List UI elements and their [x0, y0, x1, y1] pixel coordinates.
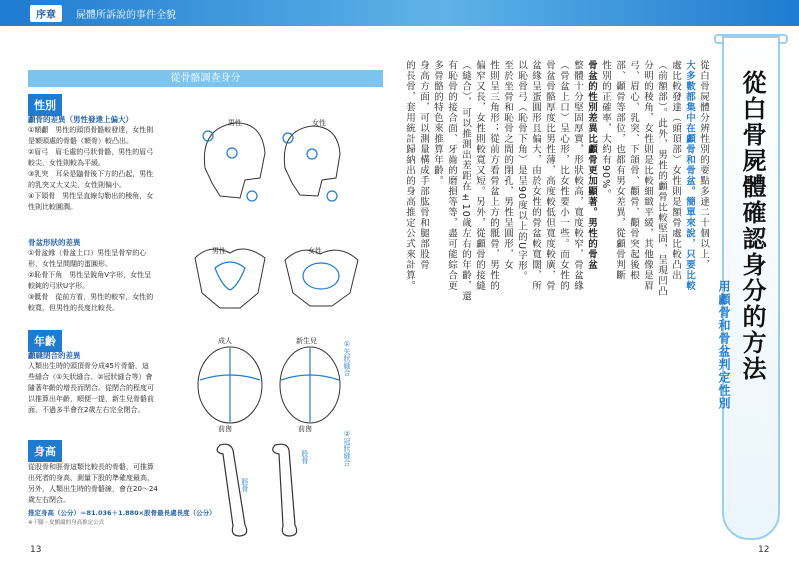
- label-sagittal: ①矢狀縫合: [343, 340, 351, 376]
- page-number-left: 13: [30, 545, 42, 555]
- para-line: 骨盆骨骼厚度比男性薄，高度較低但寬度較廣，骨: [544, 60, 555, 291]
- label-fontanelle-newborn: 前囪: [298, 425, 312, 433]
- pelvis-heading: 骨盆形狀的差異: [28, 238, 81, 247]
- skull-line: 是額頭處的骨骼（額骨）較凸出。: [28, 137, 133, 145]
- label-tibia: 股骨: [301, 450, 309, 464]
- section-age: 年齡: [28, 330, 62, 352]
- age-line: 人類出生時的頭頂骨分成45片骨骼，這: [28, 362, 149, 370]
- section-banner: 從骨骼調查身分: [28, 70, 383, 87]
- pelvis-line: ①骨盆緣（骨盆上口）男性呈骨窄的心: [28, 249, 147, 257]
- para-line: 性別的正確率，大約有90%。: [600, 60, 611, 200]
- para-line: 以恥骨弓（恥骨下角）是呈90度以上的U字形。: [516, 60, 527, 282]
- para-line: 分明的稜角，女性則是比較細緻平緩，其他像是眉: [642, 60, 653, 291]
- para-line: 偏窄又長，女性則較寬又短。另外，從顱骨的接縫: [474, 60, 485, 291]
- age-line: 隨著年齡的增長而閉合。從閉合的程度可: [28, 384, 154, 392]
- pelvis-line: 形，女性呈間闊的蛋圓形。: [28, 260, 112, 268]
- skull-line: 較尖，女性則較為平緩。: [28, 159, 105, 167]
- chapter-tag: 序章: [30, 5, 62, 22]
- body-text: [404, 60, 710, 500]
- para-line: 多骨骼的特色來推算年齡。: [432, 60, 443, 186]
- label-male-pelvis: 男性: [212, 247, 226, 255]
- para-line: 至於坐骨和恥骨之間的閉孔，男性呈圓形，女: [502, 60, 513, 270]
- skull-line: ③乳突 耳朵是鼬骨後下方的凸起，男性: [28, 170, 154, 178]
- age-line: 面，不過多半會在2歲左右完全閉合。: [28, 406, 145, 414]
- para-line: （前額部）。此外，男性的顱骨比較堅固，呈現凹凸: [656, 60, 667, 297]
- height-line: 從股骨和脛骨這類比較長的骨骼，可推算: [28, 463, 154, 471]
- para-line: 盆緣呈蛋圓形且偏大，由於女性的骨盆較寬闊，所: [530, 60, 541, 291]
- formula-note: ※干腳・皮顫腐的身高推定公式: [28, 520, 105, 526]
- skull-illustration: [190, 108, 350, 218]
- pelvis-line: 較寬，但男性的長度比較長。: [28, 304, 119, 312]
- age-line: 以推算出年齡，順便一提，新生兒骨骼前: [28, 395, 154, 403]
- label-coronal: ②冠狀縫合: [343, 430, 351, 466]
- para-line: 處比較發達（頭頂部）女性則是額骨處比較凸出: [670, 60, 681, 281]
- label-newborn: 新生兒: [296, 337, 317, 345]
- height-formula: 推定身高（公分）＝81.036＋1.880×股骨最長處長度（公分）: [28, 509, 216, 517]
- page-number-right: 12: [758, 545, 770, 555]
- suture-illustration: [195, 340, 350, 430]
- para-line: 大多數都集中在顱骨和骨盆。簡單來說，只要比較: [684, 60, 695, 291]
- para-line: 整體十分堅固厚實，形狀較高，寬度較窄，骨盆緣: [572, 60, 583, 291]
- para-line: 弓、眉心、乳突、下頜骨、顴骨、顴骨突起後根: [628, 60, 639, 281]
- para-line: 骨盆的性別差異比顱骨更加顯著。男性的骨盆: [586, 60, 597, 270]
- height-line: 歲左右閉合。: [28, 496, 70, 504]
- section-height: 身高: [28, 440, 62, 462]
- height-line: 另外，人類出生時的骨骼線，會在20～24: [28, 485, 158, 493]
- label-femur: 脛骨: [241, 478, 249, 492]
- para-line: （骨盆上口）呈心形，比女性要小一些。而女性的: [558, 60, 569, 291]
- label-adult: 成人: [218, 337, 232, 345]
- page-subtitle: 用顱骨和骨盆判定性別: [717, 280, 731, 410]
- pelvis-line: ③骶骨 從前方看，男性的較窄，女性的: [28, 293, 154, 301]
- skull-line: 的乳突又大又尖，女性則偏小。: [28, 181, 126, 189]
- height-text: [28, 462, 178, 506]
- para-line: 部、顳骨等部位，也都有男女差異，從顱骨判斷: [614, 60, 625, 281]
- chapter-title: 屍體所訴說的事件全貌: [76, 10, 176, 21]
- para-line: 從白骨屍體分辨性別的要點多達二十個以上，: [698, 60, 709, 270]
- height-line: 出死者的身高，測量下股的準確度最高，: [28, 474, 154, 482]
- skull-line: 性則比較圓潤。: [28, 203, 77, 211]
- long-bones-illustration: [205, 440, 315, 540]
- label-fontanelle-adult: 前囪: [218, 425, 232, 433]
- para-line: 性則呈三角形；從前方看骨盆上方的骶骨，男性的: [488, 60, 499, 291]
- label-male-skull: 男性: [228, 119, 242, 127]
- skull-text: [28, 114, 178, 213]
- pelvis-text: [28, 237, 178, 314]
- pelvis-line: ②恥骨下角 男性呈銳角V字形，女性呈: [28, 271, 152, 279]
- age-heading: 顱縫閉合的差異: [28, 351, 81, 360]
- para-line: 身高方面，可以測量構成手部肱骨和腿部股骨: [418, 60, 429, 270]
- skull-line: ④下頜骨 男性呈直線勾勒出的稜角，女: [28, 192, 154, 200]
- para-line: 有恥骨的接合面、牙齒的磨損等等，盡可能綜合更: [446, 60, 457, 291]
- section-sex: 性別: [28, 94, 62, 116]
- skull-line: ①額顱 男性的頭頂骨骼較發達，女性則: [28, 126, 154, 134]
- page-header: [0, 0, 799, 26]
- skull-line: ②眉弓 眉毛處的弓狀骨骼，男性的眉弓: [28, 148, 154, 156]
- skull-heading: 顱骨的差異（男性發達上偏大）: [28, 115, 133, 124]
- age-text: [28, 350, 178, 416]
- para-line: 的長骨，套用統計歸納出的身高推定公式來計算。: [404, 60, 415, 291]
- label-female-pelvis: 女性: [308, 247, 322, 255]
- para-line: （縫合），可以推測出差距在±10歲左右的年齡，還: [460, 60, 471, 302]
- page-title: 從白骨屍體確認身分的方法: [738, 70, 766, 382]
- label-female-skull: 女性: [312, 119, 326, 127]
- age-line: 些縫合（①矢狀縫合、②冠狀縫合等）會: [28, 373, 153, 381]
- pelvis-line: 較鈍的弓狀U字形。: [28, 282, 90, 290]
